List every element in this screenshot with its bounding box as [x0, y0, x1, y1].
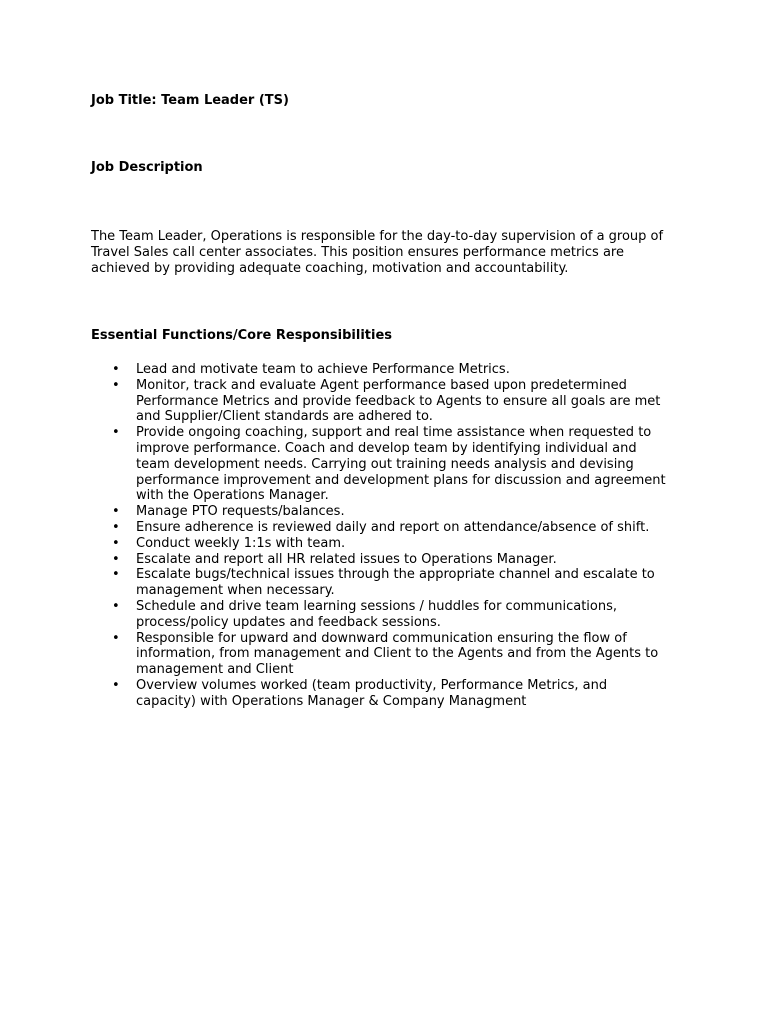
responsibility-line: Responsible for upward and downward communication ensuring the flow of — [136, 630, 627, 646]
responsibility-item — [91, 567, 711, 599]
responsibility-line: management and Client — [136, 662, 294, 678]
bullet-icon: • — [112, 551, 120, 567]
responsibility-item — [91, 378, 711, 425]
intro-line: Travel Sales call center associates. This position ensures performance metrics are — [91, 245, 624, 260]
bullet-icon: • — [112, 425, 120, 441]
bullet-icon: • — [112, 519, 120, 535]
responsibility-line: with the Operations Manager. — [136, 488, 329, 504]
responsibility-line: Performance Metrics and provide feedback to Agents to ensure all goals are met — [136, 393, 661, 409]
intro-paragraph — [91, 229, 691, 277]
responsibility-line: management when necessary. — [136, 583, 335, 599]
responsibility-line: team development needs. Carrying out training needs analysis and devising — [136, 456, 634, 472]
bullet-icon: • — [112, 677, 120, 693]
responsibility-line: capacity) with Operations Manager & Company Managment — [136, 693, 527, 709]
responsibility-line: information, from management and Client to the Agents and from the Agents to — [136, 646, 659, 662]
responsibility-line: Ensure adherence is reviewed daily and report on attendance/absence of shift. — [136, 519, 650, 535]
responsibility-line: Escalate bugs/technical issues through the appropriate channel and escalate to — [136, 567, 655, 583]
bullet-icon: • — [112, 377, 120, 393]
responsibility-item — [91, 504, 711, 520]
responsibility-line: Overview volumes worked (team productivity, Performance Metrics, and — [136, 677, 608, 693]
bullet-icon: • — [112, 567, 120, 583]
responsibility-item — [91, 425, 711, 504]
responsibility-item — [91, 362, 711, 378]
responsibility-line: performance improvement and development plans for discussion and agreement — [136, 472, 666, 488]
responsibility-item — [91, 536, 711, 552]
responsibility-line: Monitor, track and evaluate Agent performance based upon predetermined — [136, 377, 627, 393]
responsibility-item — [91, 631, 711, 678]
bullet-icon: • — [112, 535, 120, 551]
responsibility-line: Lead and motivate team to achieve Performance Metrics. — [136, 362, 510, 377]
responsibility-line: Schedule and drive team learning sessions / huddles for communications, — [136, 598, 617, 614]
job-description-heading: Job Description — [91, 160, 203, 175]
bullet-icon: • — [112, 630, 120, 646]
responsibility-item — [91, 552, 711, 568]
intro-line: The Team Leader, Operations is responsible for the day-to-day supervision of a group of — [91, 229, 664, 244]
responsibility-line: Escalate and report all HR related issues to Operations Manager. — [136, 551, 557, 567]
job-title: Job Title: Team Leader (TS) — [91, 93, 289, 108]
essential-functions-heading: Essential Functions/Core Responsibilities — [91, 328, 393, 343]
responsibility-line: and Supplier/Client standards are adhered to. — [136, 409, 433, 425]
responsibilities-list — [91, 362, 711, 710]
responsibility-line: Provide ongoing coaching, support and real time assistance when requested to — [136, 425, 652, 441]
responsibility-line: Conduct weekly 1:1s with team. — [136, 535, 346, 551]
intro-line: achieved by providing adequate coaching, motivation and accountability. — [91, 261, 569, 276]
responsibility-item — [91, 599, 711, 631]
responsibility-line: process/policy updates and feedback sessions. — [136, 614, 441, 630]
bullet-icon: • — [112, 362, 120, 377]
responsibility-item — [91, 520, 711, 536]
responsibility-line: improve performance. Coach and develop team by identifying individual and — [136, 440, 637, 456]
responsibility-line: Manage PTO requests/balances. — [136, 504, 345, 520]
bullet-icon: • — [112, 598, 120, 614]
responsibility-item — [91, 678, 711, 710]
bullet-icon: • — [112, 504, 120, 520]
